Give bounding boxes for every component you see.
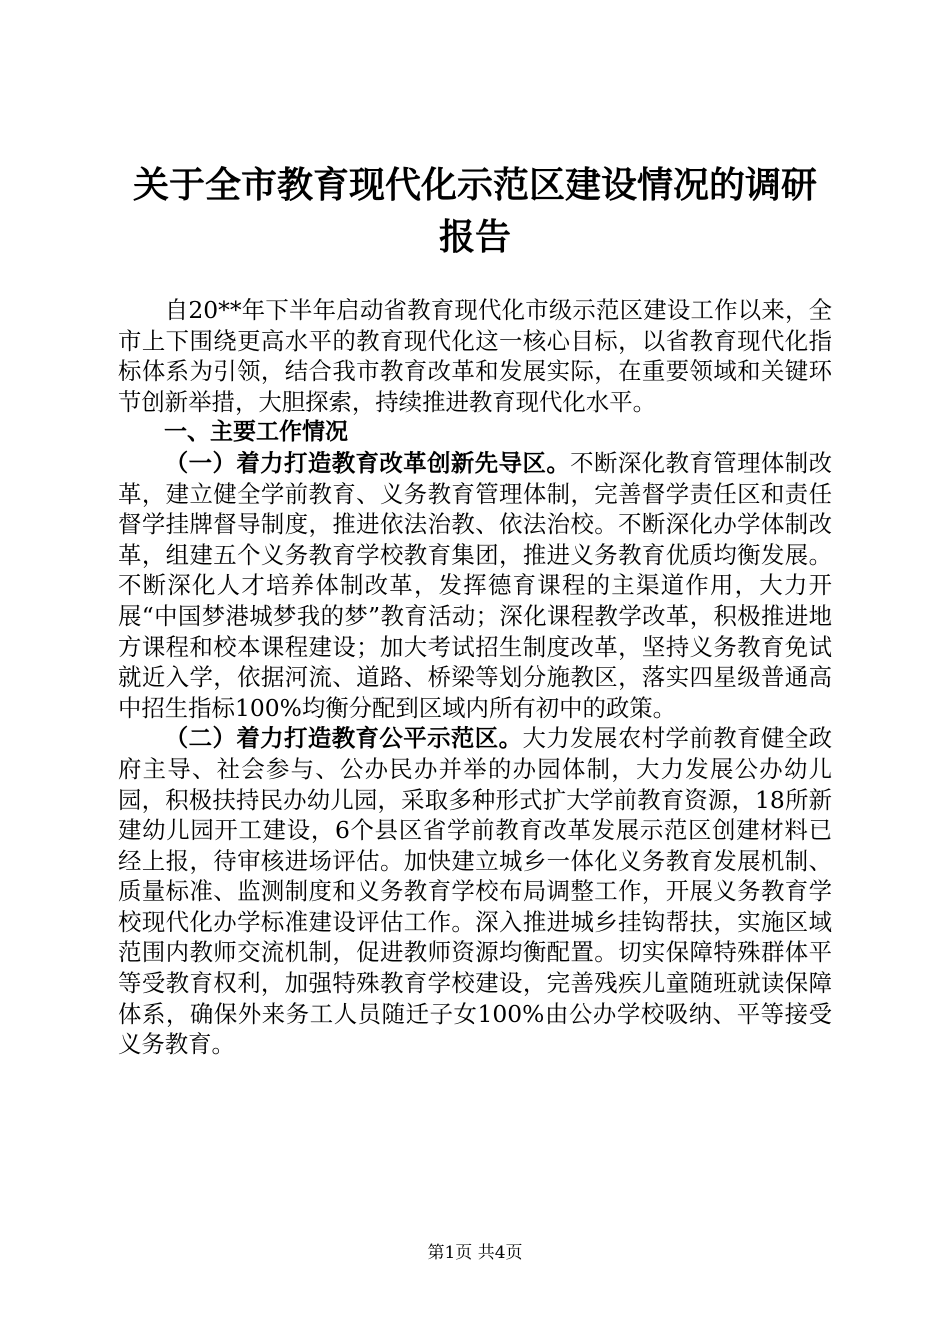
document-title: 关于全市教育现代化示范区建设情况的调研报告 <box>132 165 817 258</box>
intro-paragraph: 自20**年下半年启动省教育现代化市级示范区建设工作以来，全市上下围绕更高水平的教育现代化这一核心目标，以省教育现代化指标体系为引领，结合我市教育改革和发展实际，在重要领域和关键环节创新举措，大胆探索，持续推进教育现代化水平。 <box>118 296 832 416</box>
page-footer: 第1页 共4页 <box>427 1243 523 1263</box>
paragraph-2-lead: （二）着力打造教育公平示范区。 <box>164 724 523 753</box>
paragraph-2 <box>118 723 832 1060</box>
paragraph-1 <box>118 448 832 723</box>
paragraph-2-body: 大力发展农村学前教育健全政府主导、社会参与、公办民办并举的办园体制，大力发展公办幼儿园，积极扶持民办幼儿园，采取多种形式扩大学前教育资源，18所新建幼儿园开工建设，6个县区省学前教育改革发展示范区创建材料已经上报，待审核进场评估。加快建立城乡一体化义务教育发展机制、质量标准、监测制度和义务教育学校布局调整工作，开展义务教育学校现代化办学标准建设评估工作。深入推进城乡挂钩帮扶，实施区域范围内教师交流机制，促进教师资源均衡配置。切实保障特殊群体平等受教育权利，加强特殊教育学校建设，完善残疾儿童随班就读保障体系，确保外来务工人员随迁子女100%由公办学校吸纳、平等接受义务教育。 <box>118 724 833 1059</box>
document-body <box>118 295 832 1060</box>
paragraph-1-body: 不断深化教育管理体制改革，建立健全学前教育、义务教育管理体制，完善督学责任区和责任督学挂牌督导制度，推进依法治教、依法治校。不断深化办学体制改革，组建五个义务教育学校教育集团，推进义务教育优质均衡发展。不断深化人才培养体制改革，发挥德育课程的主渠道作用，大力开展“中国梦港城梦我的梦”教育活动；深化课程教学改革，积极推进地方课程和校本课程建设；加大考试招生制度改革，坚持义务教育免试就近入学，依据河流、道路、桥梁等划分施教区，落实四星级普通高中招生指标100%均衡分配到区域内所有初中的政策。 <box>118 448 833 722</box>
paragraph-1-lead: （一）着力打造教育改革创新先导区。 <box>164 448 571 477</box>
section-heading: 一、主要工作情况 <box>164 419 348 446</box>
